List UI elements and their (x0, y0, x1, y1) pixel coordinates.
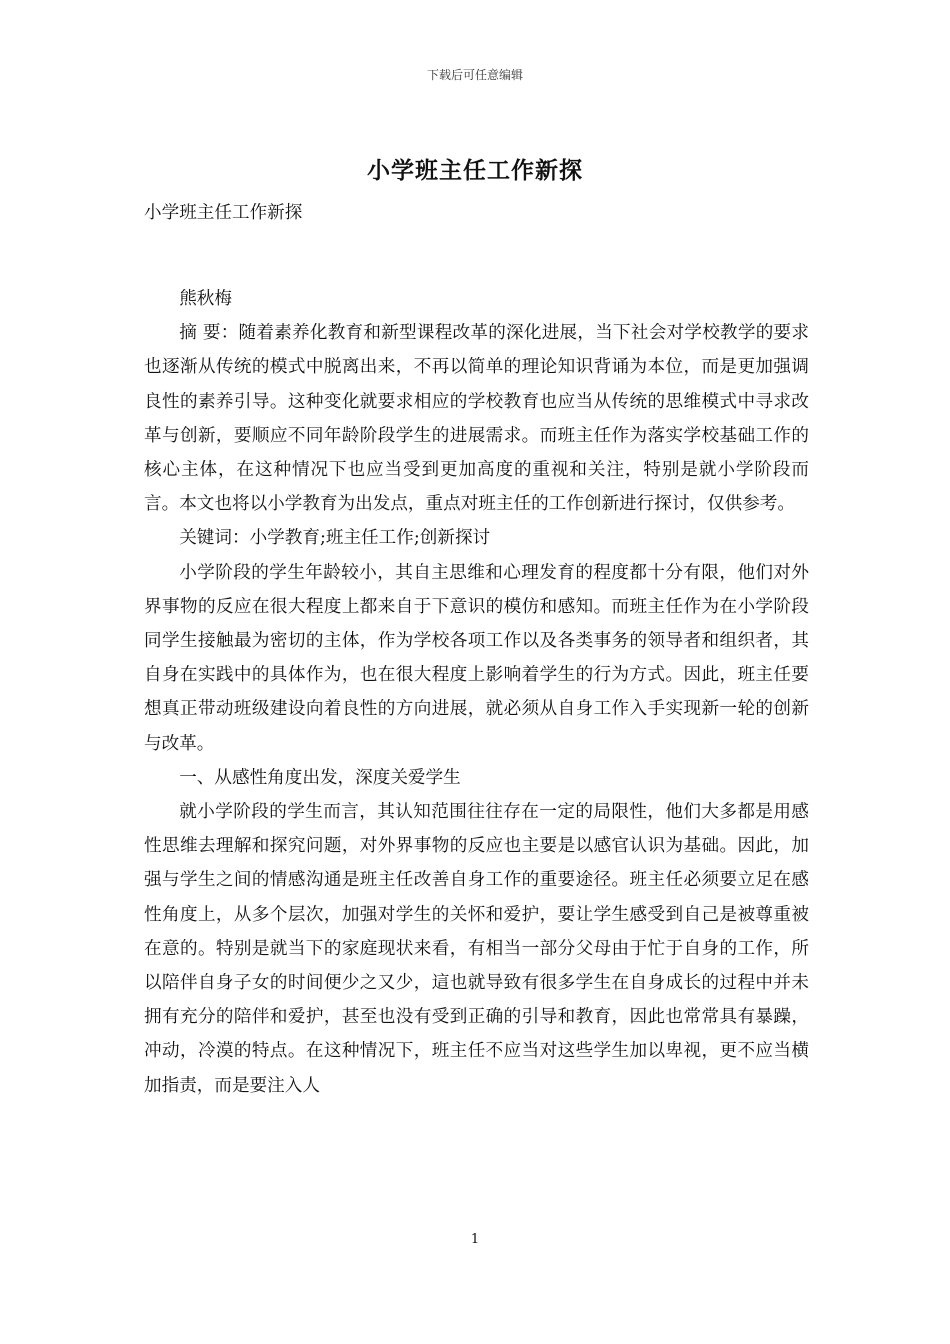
section-heading: 一、从感性角度出发，深度关爱学生 (179, 767, 461, 788)
page-header-note: 下载后可任意编辑 (426, 68, 523, 82)
abstract-paragraph: 摘 要：随着素养化教育和新型课程改革的深化进展，当下社会对学校教学的要求也逐渐从传统的模式中脱离出来，不再以简单的理论知识背诵为本位，而是更加强调良性的素养引导。这种变化就要求相应的学校教育也应当从传统的思维模式中寻求改革与创新，要顺应不同年龄阶段学生的进展需求。而班主任作为落实学校基础工作的核心主体，在这种情况下也应当受到更加高度的重视和关注，特别是就小学阶段而言。本文也将以小学教育为出发点，重点对班主任的工作创新进行探讨，仅供参考。 (144, 323, 809, 515)
document-subtitle: 小学班主任工作新探 (144, 203, 303, 223)
page-number: 1 (470, 1232, 480, 1247)
blank-line (144, 230, 809, 282)
body-paragraph: 小学阶段的学生年龄较小，其自主思维和心理发育的程度都十分有限，他们对外界事物的反应在很大程度上都来自于下意识的模仿和感知。而班主任作为在小学阶段同学生接触最为密切的主体，作为学校各项工作以及各类事务的领导者和组织者，其自身在实践中的具体作为，也在很大程度上影响着学生的行为方式。因此，班主任要想真正带动班级建设向着良性的方向进展，就必须从自身工作入手实现新一轮的创新与改革。 (144, 562, 809, 754)
document-title: 小学班主任工作新探 (367, 157, 583, 184)
body-paragraph: 就小学阶段的学生而言，其认知范围往往存在一定的局限性，他们大多都是用感性思维去理解和探究问题，对外界事物的反应也主要是以感官认识为基础。因此，加强与学生之间的情感沟通是班主任改善自身工作的重要途径。班主任必须要立足在感性角度上，从多个层次，加强对学生的关怀和爱护，要让学生感受到自己是被尊重被在意的。特别是就当下的家庭现状来看，有相当一部分父母由于忙于自身的工作，所以陪伴自身子女的时间便少之又少，這也就导致有很多学生在自身成长的过程中并未拥有充分的陪伴和爱护，甚至也没有受到正确的引导和教育，因此也常常具有暴躁，冲动，冷漠的特点。在这种情况下，班主任不应当对这些学生加以卑视，更不应当横加指责，而是要注入人 (144, 802, 809, 1096)
author-name: 熊秋梅 (179, 289, 232, 309)
document-body (144, 196, 809, 1103)
keywords-paragraph: 关键词：小学教育;班主任工作;创新探讨 (179, 528, 491, 549)
